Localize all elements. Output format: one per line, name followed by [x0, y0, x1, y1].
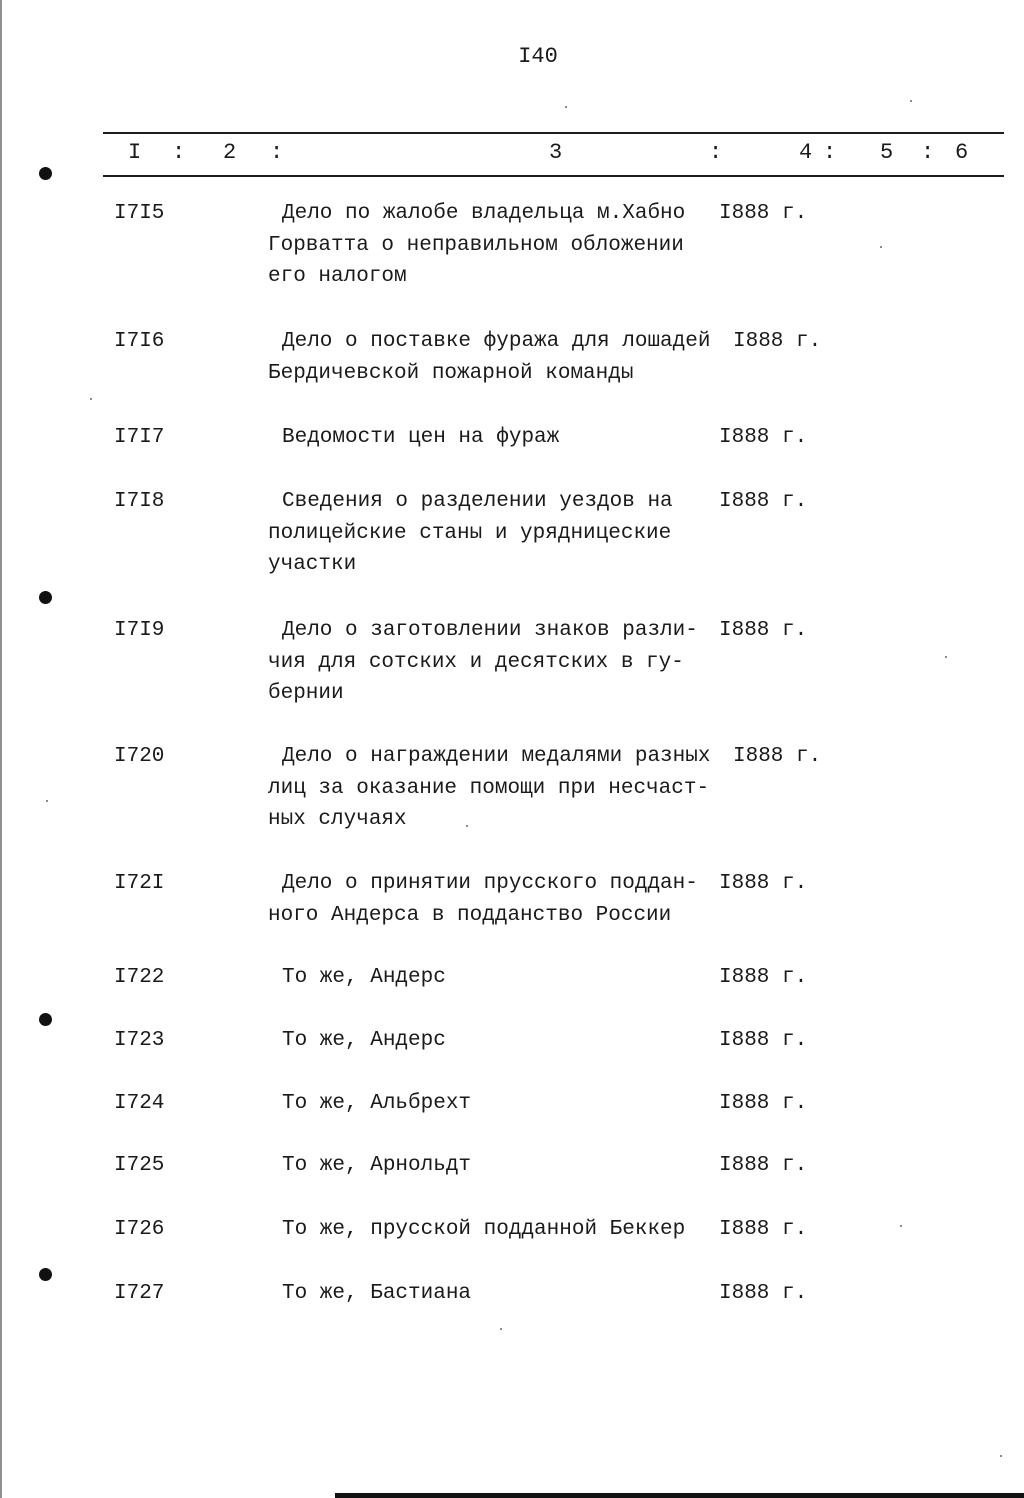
file-title: То же, прусской подданной Беккер	[282, 1218, 686, 1241]
file-number: I7I6	[114, 330, 165, 353]
scan-speck	[466, 825, 468, 827]
column-separator: :	[823, 140, 837, 165]
file-title: То же, Альбрехт	[282, 1092, 472, 1115]
file-year: I888 г.	[719, 1218, 808, 1241]
file-title: Дело по жалобе владельца м.Хабно Горватта о неправильном обложении его налогом	[268, 202, 686, 288]
scan-left-edge	[0, 0, 2, 1498]
file-year: I888 г.	[719, 1154, 808, 1177]
file-number: I7I5	[114, 202, 165, 225]
file-number: I724	[114, 1092, 165, 1115]
file-title: То же, Андерс	[282, 1029, 446, 1052]
page-number: I40	[518, 44, 558, 69]
binder-hole-icon	[39, 1013, 52, 1026]
file-title: Сведения о разделении уездов на полицейские станы и урядницеские участки	[268, 490, 673, 576]
file-year: I888 г.	[719, 966, 808, 989]
scan-speck	[1000, 1455, 1002, 1457]
file-number: I7I8	[114, 490, 165, 513]
column-5-label: 5	[880, 140, 894, 165]
file-title: То же, Андерс	[282, 966, 446, 989]
file-number: I72I	[114, 872, 165, 895]
column-4-label: 4	[799, 140, 813, 165]
file-year: I888 г.	[719, 619, 808, 642]
file-year: I888 г.	[719, 202, 808, 225]
file-year: I888 г.	[719, 490, 808, 513]
file-number: I725	[114, 1154, 165, 1177]
file-number: I727	[114, 1282, 165, 1305]
scan-speck	[565, 106, 567, 108]
column-separator: :	[172, 140, 186, 165]
header-top-rule	[103, 132, 1004, 134]
table-header	[0, 140, 1024, 170]
file-number: I720	[114, 745, 165, 768]
file-year: I888 г.	[719, 1029, 808, 1052]
file-number: I7I9	[114, 619, 165, 642]
file-number: I726	[114, 1218, 165, 1241]
file-number: I723	[114, 1029, 165, 1052]
scan-bottom-edge	[335, 1493, 1024, 1498]
file-year: I888 г.	[719, 426, 808, 449]
column-separator: :	[270, 140, 284, 165]
scan-speck	[46, 800, 48, 802]
column-6-label: 6	[955, 140, 969, 165]
file-year: I888 г.	[733, 745, 822, 768]
scan-speck	[500, 1328, 502, 1330]
file-number: I7I7	[114, 426, 165, 449]
file-number: I722	[114, 966, 165, 989]
binder-hole-icon	[39, 167, 52, 180]
column-separator: :	[709, 140, 723, 165]
file-year: I888 г.	[719, 1282, 808, 1305]
scan-speck	[945, 656, 947, 658]
file-year: I888 г.	[733, 330, 822, 353]
file-title: То же, Бастиана	[282, 1282, 472, 1305]
file-title: Дело о принятии прусского поддан- ного Андерса в подданство России	[268, 872, 698, 927]
column-separator: :	[921, 140, 935, 165]
file-year: I888 г.	[719, 1092, 808, 1115]
column-1-label: I	[128, 140, 142, 165]
file-year: I888 г.	[719, 872, 808, 895]
scan-speck	[910, 100, 912, 102]
scan-speck	[900, 1225, 902, 1227]
binder-hole-icon	[39, 591, 52, 604]
file-title: То же, Арнольдт	[282, 1154, 472, 1177]
binder-hole-icon	[39, 1268, 52, 1281]
scan-speck	[880, 246, 882, 248]
file-title: Дело о награждении медалями разных лиц за оказание помощи при несчаст- ных случаях	[268, 745, 711, 831]
file-title: Дело о поставке фуража для лошадей Бердичевской пожарной команды	[268, 330, 711, 385]
column-2-label: 2	[223, 140, 237, 165]
header-bottom-rule	[103, 175, 1004, 177]
scan-speck	[90, 398, 92, 400]
file-title: Дело о заготовлении знаков разли- чия для сотских и десятских в гу- бернии	[268, 619, 698, 705]
column-3-label: 3	[549, 140, 563, 165]
file-title: Ведомости цен на фураж	[282, 426, 560, 449]
